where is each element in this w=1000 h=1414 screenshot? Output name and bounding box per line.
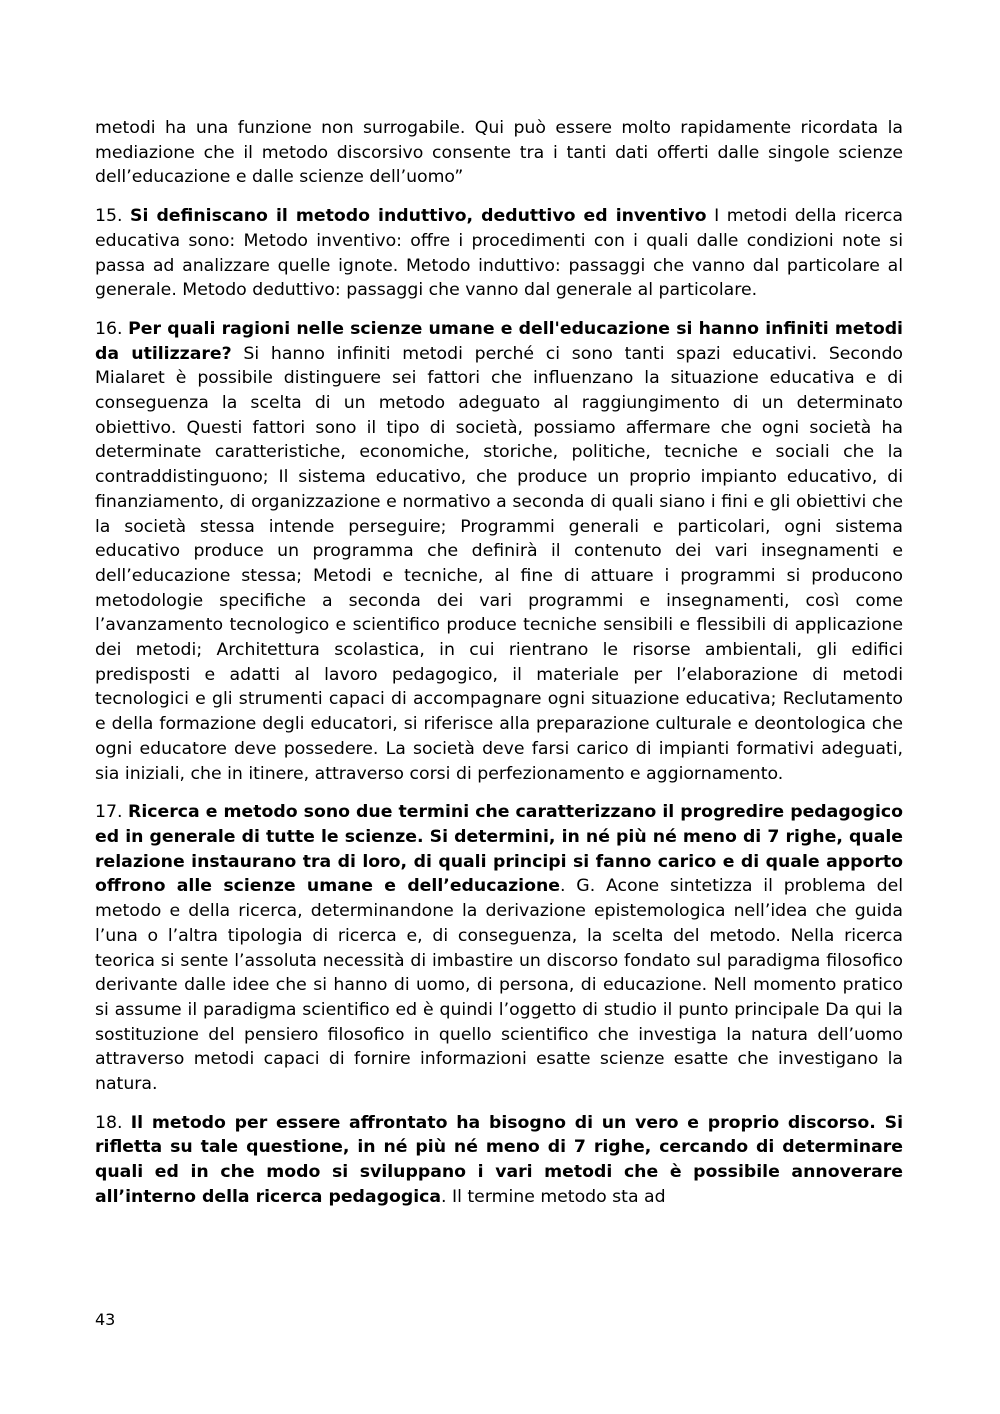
- question-text: Per quali ragioni nelle scienze umane e dell'educazione si hanno infiniti metodi da utilizzare?: [95, 318, 903, 364]
- document-page: [95, 116, 903, 1224]
- question-number: 15.: [95, 206, 123, 227]
- answer-text: Si hanno infiniti metodi perché ci sono tanti spazi educativi. Secondo Mialaret è possibile distinguere sei fattori che influenzano la situazione educativa e di conseguenza la scelta di un metodo adeguato al raggiungimento di un determinato obiettivo. Questi fattori sono il tipo di società, possiamo affermare che ogni società ha determinate caratteristiche, economiche, storiche, politiche, tecniche e sociali che la contraddistinguono; Il sistema educativo, che produce un proprio impianto educativo, di finanziamento, di organizzazione e normativo a seconda di quali siano i fini e gli obiettivi che la società stessa intende perseguire; Programmi generali e particolari, ogni sistema educativo produce un programma che definirà il contenuto dei vari insegnamenti e dell’educazione stessa; Metodi e tecniche, al fine di attuare i programmi si producono metodologie specifiche a seconda dei vari programmi e insegnamenti, così come l’avanzamento tecnologico e scientifico produce tecniche sensibili e flessibili di applicazione dei metodi; Architettura scolastica, in cui rientrano le risorse ambientali, gli edifici predisposti e adatti al lavoro pedagogico, il materiale per l’elaborazione di metodi tecnologici e gli strumenti capaci di accompagnare ogni situazione educativa; Reclutamento e della formazione degli educatori, si riferisce alla preparazione culturale e deontologica che ogni educatore deve possedere. La società deve farsi carico di impianti formativi adeguati, sia iniziali, che in itinere, attraverso corsi di perfezionamento e aggiornamento.: [95, 343, 903, 784]
- question-text: Si definiscano il metodo induttivo, deduttivo ed inventivo: [130, 206, 707, 227]
- paragraph-text: metodi ha una funzione non surrogabile. Qui può essere molto rapidamente ricordata la mediazione che il metodo discorsivo consente tra i tanti dati offerti dalle singole scienze dell’educazione e dalle scienze dell’uomo”: [95, 118, 903, 188]
- question-number: 18.: [95, 1112, 123, 1133]
- paragraph-question-18: [95, 1111, 903, 1210]
- page-number: 43: [95, 1310, 116, 1329]
- question-text: Il metodo per essere affrontato ha bisogno di un vero e proprio discorso. Si rifletta su tale questione, in né più né meno di 7 righe, cercando di determinare quali ed in che modo si sviluppano i vari metodi che è possibile annoverare all’interno della ricerca pedagogica: [95, 1112, 903, 1207]
- paragraph-continuation: [95, 116, 903, 190]
- paragraph-question-16: [95, 317, 903, 786]
- paragraph-question-17: [95, 800, 903, 1096]
- answer-text: . Il termine metodo sta ad: [441, 1186, 666, 1207]
- answer-text: I metodi della ricerca educativa sono: Metodo inventivo: offre i procedimenti con i quali dalle condizioni note si passa ad analizzare quelle ignote. Metodo induttivo: passaggi che vanno dal particolare al generale. Metodo deduttivo: passaggi che vanno dal generale al particolare.: [95, 206, 903, 301]
- question-number: 16.: [95, 318, 123, 339]
- answer-text: . G. Acone sintetizza il problema del metodo e della ricerca, determinandone la derivazione epistemologica nell’idea che guida l’una o l’altra tipologia di ricerca e, di conseguenza, la scelta del metodo. Nella ricerca teorica si sente l’assoluta necessità di imbastire un discorso fondato sul paradigma filosofico derivante dalle idee che si hanno di uomo, di persona, di educazione. Nell momento pratico si assume il paradigma scientifico ed è quindi l’oggetto di studio il punto principale Da qui la sostituzione del pensiero filosofico in quello scientifico che investiga la natura dell’uomo attraverso metodi capaci di fornire informazioni esatte scienze esatte che investigano la natura.: [95, 876, 903, 1095]
- question-number: 17.: [95, 802, 123, 823]
- question-text: Ricerca e metodo sono due termini che caratterizzano il progredire pedagogico ed in generale di tutte le scienze. Si determini, in né più né meno di 7 righe, quale relazione instaurano tra di loro, di quali principi si fanno carico e di quale apporto offrono alle scienze umane e dell’educazione: [95, 802, 903, 897]
- paragraph-question-15: [95, 204, 903, 303]
